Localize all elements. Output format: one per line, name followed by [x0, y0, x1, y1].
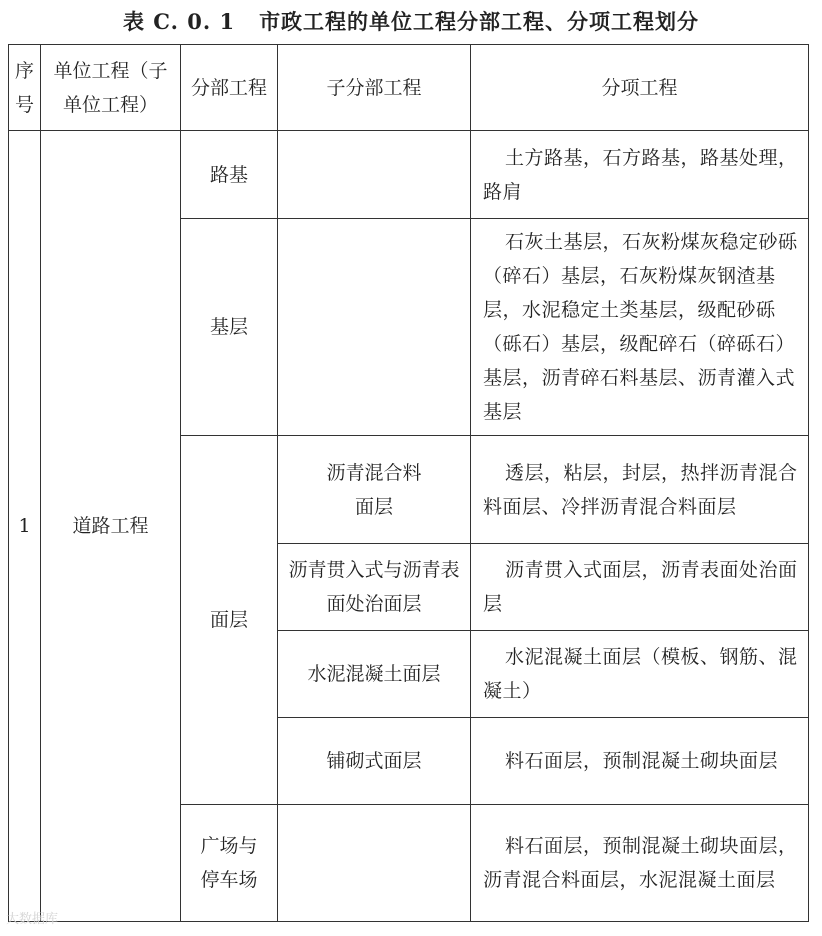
item-penetration: 沥青贯入式面层，沥青表面处治面层 — [471, 544, 809, 631]
division-base: 基层 — [181, 219, 278, 436]
subdivision-asphalt-mix: 沥青混合料面层 — [278, 436, 471, 544]
item-paved: 料石面层，预制混凝土砌块面层 — [471, 718, 809, 805]
table-title — [0, 6, 822, 36]
subdivision-empty — [278, 131, 471, 219]
subdivision-empty — [278, 219, 471, 436]
header-row — [9, 45, 809, 131]
subdivision-cement: 水泥混凝土面层 — [278, 631, 471, 718]
table-number: 表 C. 0. 1 — [122, 9, 236, 34]
division-roadbed: 路基 — [181, 131, 278, 219]
table-caption: 市政工程的单位工程分部工程、分项工程划分 — [259, 9, 700, 34]
header-division: 分部工程 — [181, 45, 278, 131]
item-asphalt-mix: 透层，粘层，封层，热拌沥青混合料面层、冷拌沥青混合料面层 — [471, 436, 809, 544]
watermark: 大数据库 — [6, 912, 59, 927]
subdivision-empty — [278, 805, 471, 922]
item-plaza: 料石面层，预制混凝土砌块面层，沥青混合料面层，水泥混凝土面层 — [471, 805, 809, 922]
header-item: 分项工程 — [471, 45, 809, 131]
table-row — [9, 131, 809, 219]
division-surface: 面层 — [181, 436, 278, 805]
header-unit: 单位工程（子单位工程） — [41, 45, 181, 131]
item-base: 石灰土基层，石灰粉煤灰稳定砂砾（碎石）基层，石灰粉煤灰钢渣基层，水泥稳定土类基层，级配砂砾（砾石）基层，级配碎石（碎砾石）基层，沥青碎石料基层、沥青灌入式基层 — [471, 219, 809, 436]
subdivision-paved: 铺砌式面层 — [278, 718, 471, 805]
division-plaza: 广场与停车场 — [181, 805, 278, 922]
unit-cell: 道路工程 — [41, 131, 181, 922]
subdivision-penetration: 沥青贯入式与沥青表面处治面层 — [278, 544, 471, 631]
header-subdivision: 子分部工程 — [278, 45, 471, 131]
item-roadbed: 土方路基，石方路基，路基处理，路肩 — [471, 131, 809, 219]
seq-cell: 1 — [9, 131, 41, 922]
header-seq: 序号 — [9, 45, 41, 131]
division-table — [8, 44, 809, 922]
item-cement: 水泥混凝土面层（模板、钢筋、混凝土） — [471, 631, 809, 718]
